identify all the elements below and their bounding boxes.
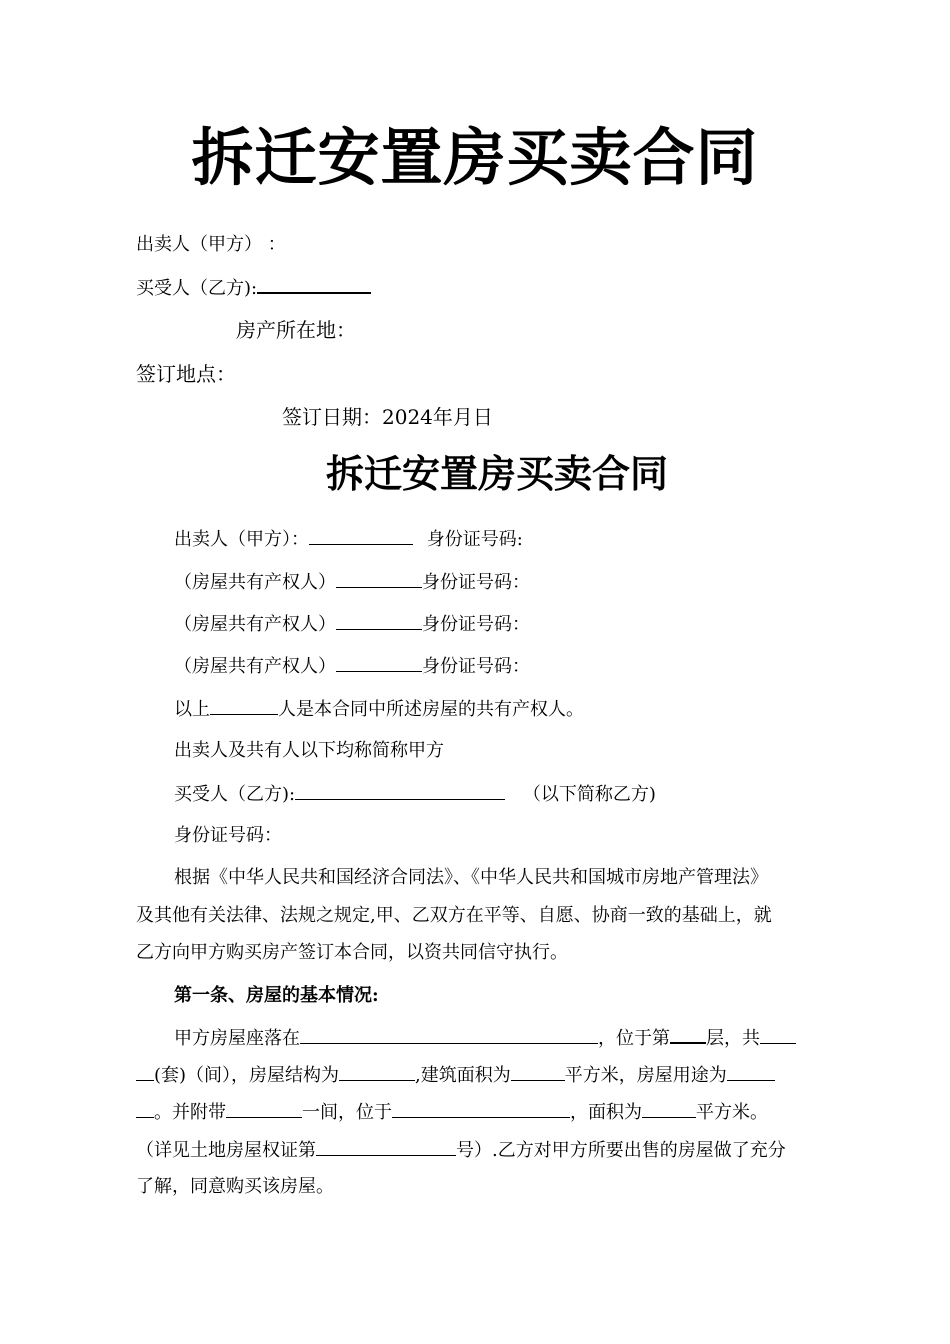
a1-area-post: 平方米，房屋用途为 (564, 1065, 727, 1086)
a1-floor-post: 层，共 (706, 1028, 760, 1049)
co-owner-line-3 (174, 653, 530, 680)
a1-sqm: 平方米。 (696, 1102, 768, 1123)
blank-line (511, 1062, 565, 1081)
co-owner-label: （房屋共有产权人） (174, 614, 336, 635)
blank-line (642, 1099, 696, 1118)
buyer-label: 买受人（乙方): (174, 784, 296, 805)
cover-buyer-line (136, 274, 371, 302)
seller-label: 出卖人（甲方）： (174, 529, 309, 550)
blank-line (210, 696, 278, 715)
cover-title: 拆迁安置房买卖合同 (191, 121, 759, 194)
blank-line (295, 781, 505, 800)
blank-line (760, 1025, 796, 1044)
a1-units: (套)（间），房屋结构为 (154, 1065, 340, 1086)
blank-line (136, 1099, 154, 1118)
buyer-id-label: 身份证号码： (174, 825, 282, 846)
blank-line (309, 526, 413, 545)
co-owner-line-2 (174, 611, 530, 638)
co-owner-id-label: 身份证号码： (422, 614, 530, 635)
blank-line (226, 1099, 302, 1118)
blank-line (727, 1062, 775, 1081)
co-owners-prefix: 以上 (174, 699, 210, 720)
basis-line-1: 根据《中华人民共和国经济合同法》、《中华人民共和国城市房地产管理法》 (174, 867, 768, 888)
contract-title: 拆迁安置房买卖合同 (325, 451, 668, 496)
basis-line-2: 及其他有关法律、法规之规定,甲、乙双方在平等、自愿、协商一致的基础上，就 (136, 905, 772, 926)
cover-property-location: 房产所在地： (236, 318, 356, 342)
a1-attached-area: ，面积为 (570, 1102, 642, 1123)
co-owner-label: （房屋共有产权人） (174, 656, 336, 677)
cover-signing-place: 签订地点： (136, 362, 236, 386)
basis-line-3: 乙方向甲方购买房产签订本合同，以资共同信守执行。 (136, 942, 568, 963)
article1-line-1 (174, 1024, 796, 1052)
a1-area-pre: ,建筑面积为 (415, 1065, 511, 1086)
blank-line (670, 1024, 706, 1044)
a1-cert-post: 号）.乙方对甲方所要出售的房屋做了充分 (456, 1140, 786, 1161)
blank-line (336, 653, 422, 672)
a1-attached-pre: 。并附带 (154, 1102, 226, 1123)
blank-line (257, 274, 371, 294)
a1-attached-mid: 一间，位于 (302, 1102, 392, 1123)
blank-line (136, 1062, 154, 1081)
co-owners-count-line (174, 696, 584, 723)
blank-line (392, 1099, 570, 1118)
blank-line (316, 1137, 456, 1156)
article1-title: 第一条、房屋的基本情况: (174, 985, 379, 1006)
co-owner-id-label: 身份证号码： (422, 572, 530, 593)
buyer-alias: （以下简称乙方) (522, 784, 656, 805)
article1-line-2 (136, 1062, 775, 1089)
co-owners-suffix: 人是本合同中所述房屋的共有产权人。 (278, 699, 584, 720)
blank-line (339, 1062, 415, 1081)
seller-line (174, 526, 523, 553)
blank-line (336, 569, 422, 588)
cover-buyer-label: 买受人（乙方): (136, 278, 258, 299)
blank-line (300, 1025, 598, 1044)
blank-line (336, 611, 422, 630)
article1-line-5: 了解，同意购买该房屋。 (136, 1176, 334, 1197)
co-owner-line-1 (174, 569, 530, 596)
co-owner-id-label: 身份证号码： (422, 656, 530, 677)
article1-line-4 (136, 1137, 786, 1164)
co-owner-label: （房屋共有产权人） (174, 572, 336, 593)
a1-cert-pre: （详见土地房屋权证第 (136, 1140, 316, 1161)
cover-seller-label: 出卖人（甲方） ： (136, 234, 286, 255)
seller-alias: 出卖人及共有人以下均称简称甲方 (174, 740, 444, 761)
seller-id-label: 身份证号码: (426, 529, 523, 550)
a1-floor-pre: ，位于第 (598, 1028, 670, 1049)
buyer-line (174, 781, 656, 808)
article1-line-3 (136, 1099, 768, 1126)
cover-signing-date: 签订日期：2024年月日 (282, 405, 493, 429)
a1-located: 甲方房屋座落在 (174, 1028, 300, 1049)
